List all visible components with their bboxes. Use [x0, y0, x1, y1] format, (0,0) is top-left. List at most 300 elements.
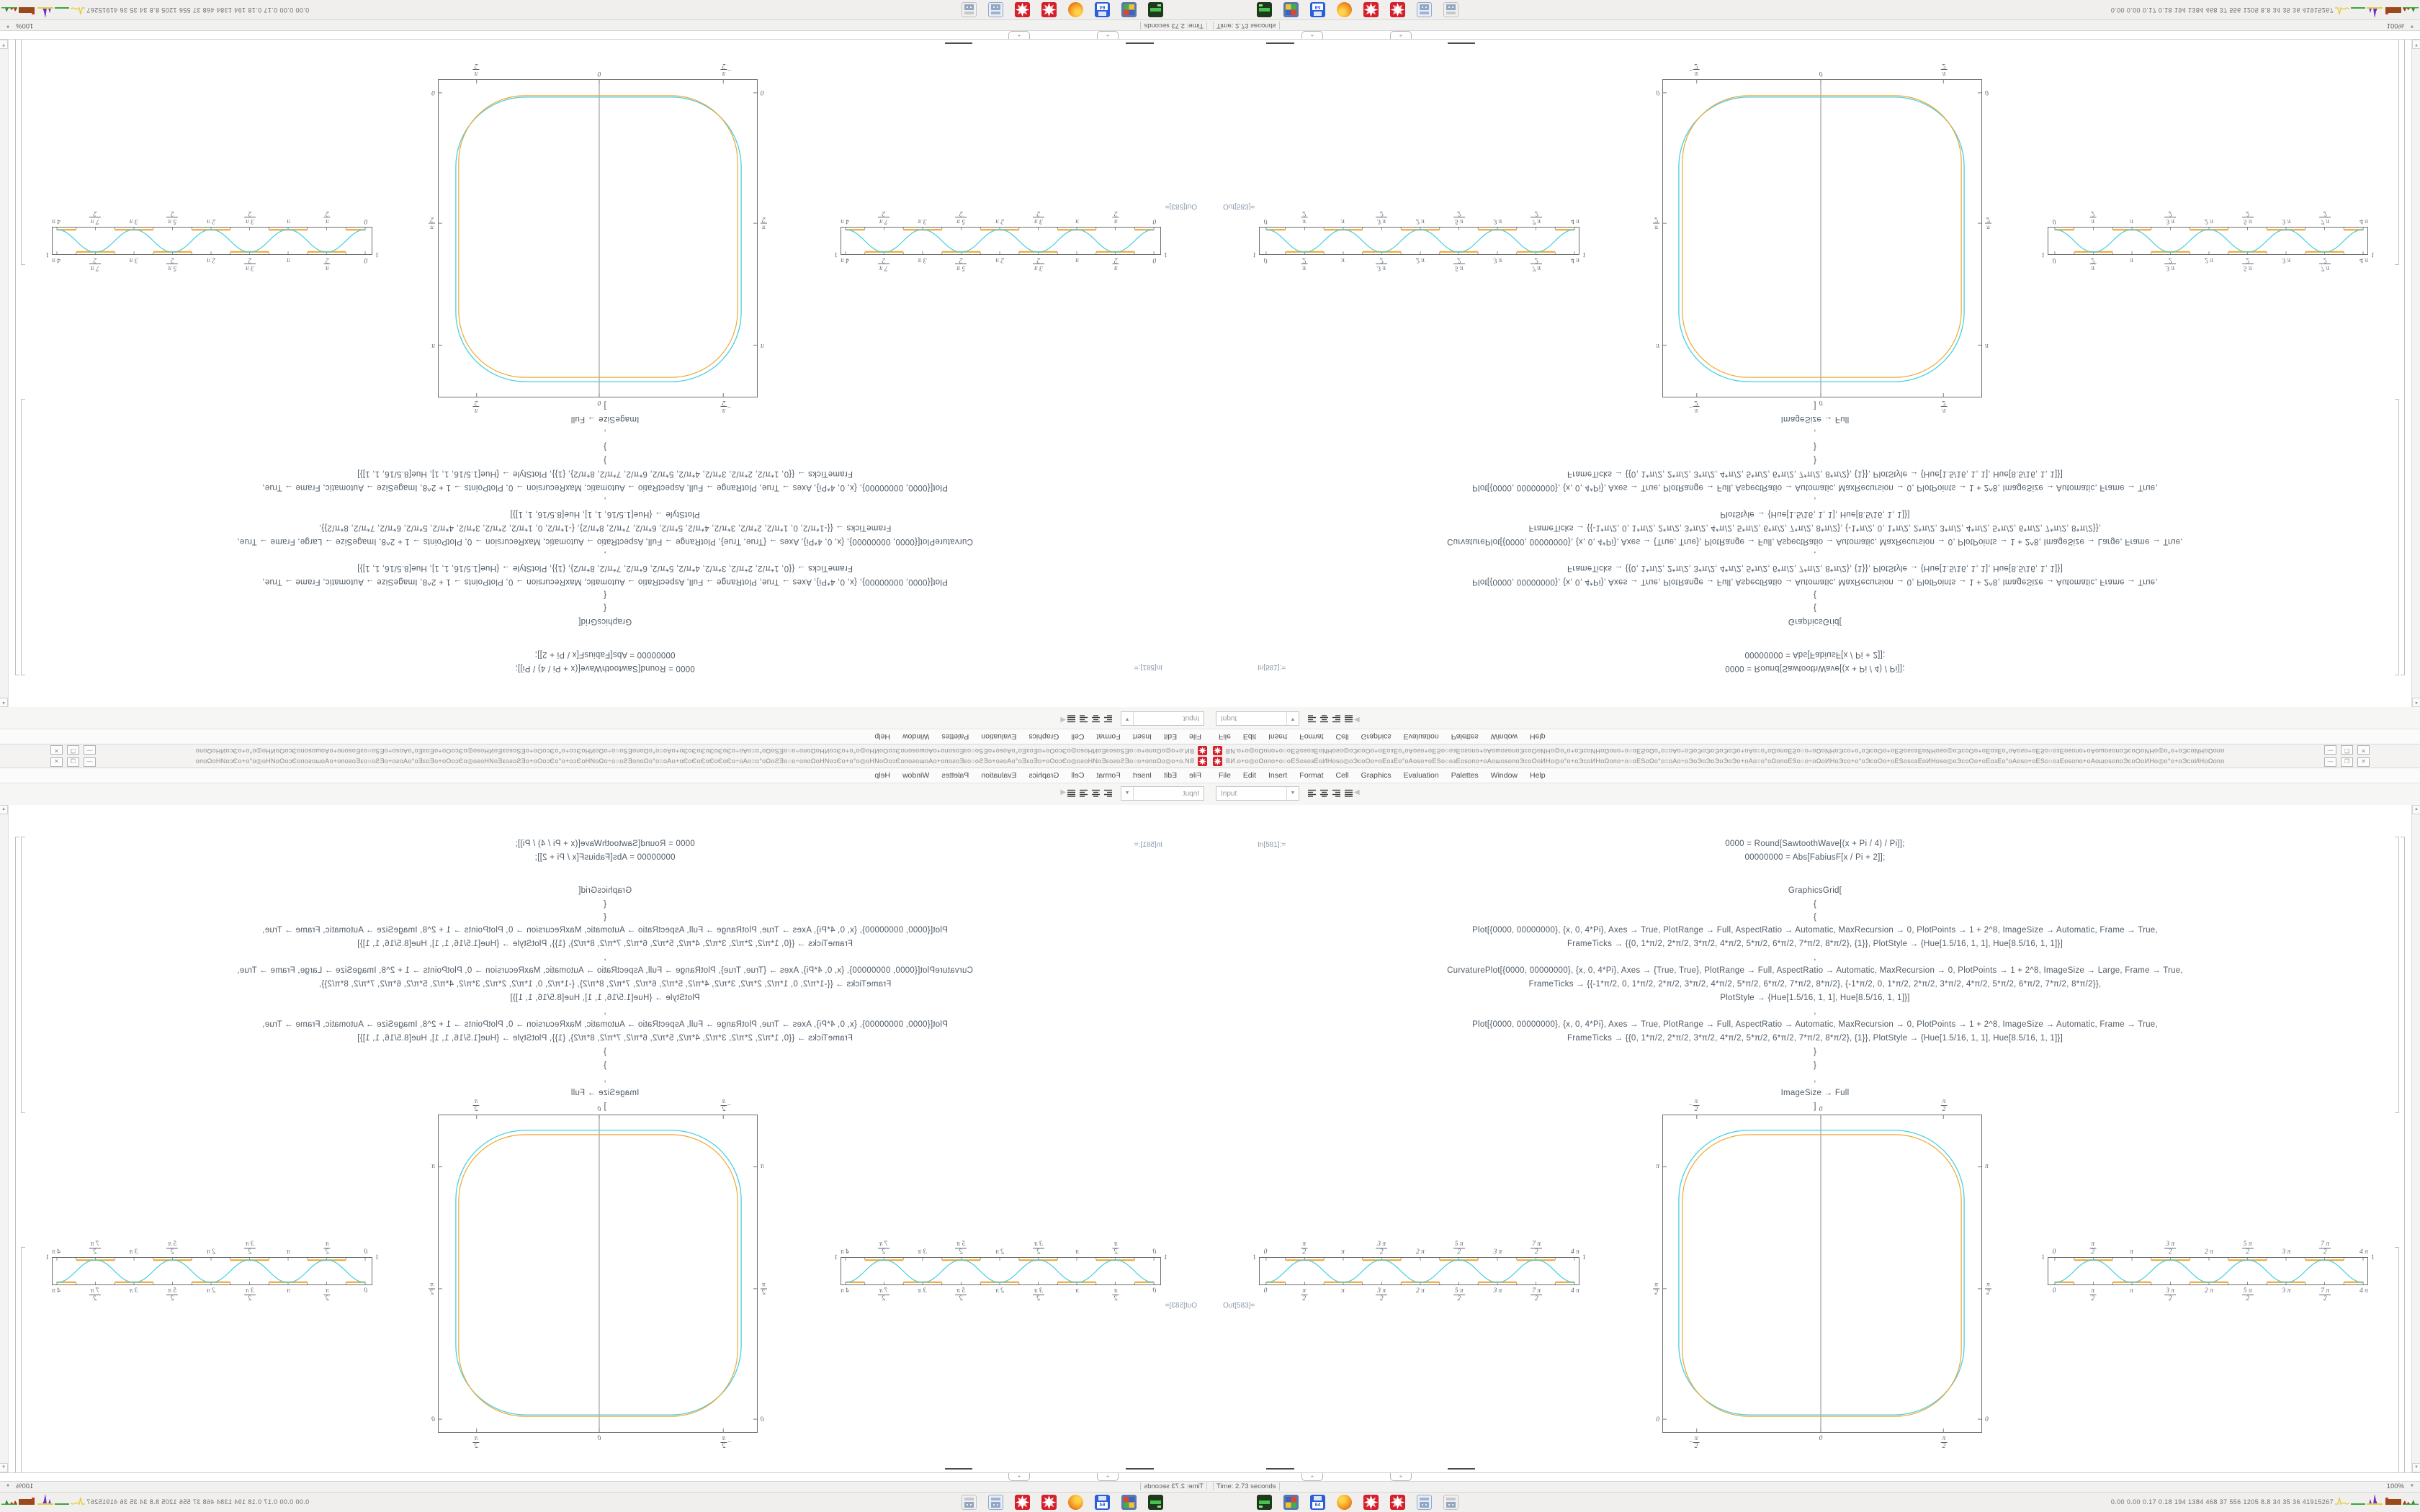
magnification-control[interactable]: 100%	[16, 22, 34, 30]
menu-evaluation[interactable]: Evaluation	[981, 732, 1017, 741]
align-center-button[interactable]	[1319, 787, 1329, 799]
taskbar-mathematica-icon[interactable]	[1041, 2, 1057, 17]
curvature-plot	[1654, 1098, 1990, 1450]
menu-insert[interactable]: Insert	[1268, 732, 1288, 741]
taskbar-calculator-icon[interactable]	[1417, 1495, 1432, 1510]
window-title-bar[interactable]	[0, 756, 1210, 768]
wave-y-tick-label: 1	[2041, 1254, 2045, 1261]
code-line: ImageSize → Full	[570, 1089, 640, 1097]
justify-button[interactable]	[1343, 787, 1353, 799]
scroll-up-icon[interactable]: ▲	[0, 698, 8, 707]
curvature-bottom-tick-labels: − π 2 0 π 2	[474, 62, 732, 77]
curvature-top-tick-labels: − π 2 0 π 2	[474, 399, 732, 414]
menu-evaluation[interactable]: Evaluation	[1403, 771, 1439, 780]
scroll-up-icon[interactable]: ▲	[2412, 805, 2420, 814]
code-line: PlotStyle → {Hue[1.5/16, 1, 1], Hue[8.5/16, 1, 1]}]	[510, 510, 700, 518]
back-arrow-icon[interactable]: ◀	[1060, 716, 1066, 724]
cell-insert-line	[945, 1468, 972, 1470]
align-right-button[interactable]	[1079, 713, 1089, 725]
restore-button[interactable]: ❐	[67, 745, 79, 755]
taskbar-firefox-icon[interactable]	[1068, 2, 1083, 17]
minimize-button[interactable]: —	[2324, 745, 2336, 755]
restore-button[interactable]: ❐	[2341, 745, 2353, 755]
curvature-plot-curves	[1663, 1115, 1981, 1432]
evaluation-time: Time: 2.73 seconds	[1140, 22, 1207, 30]
menu-palettes[interactable]: Palettes	[941, 771, 969, 780]
cell-insert-strip	[0, 30, 1210, 40]
wave-plot-curves	[1260, 1258, 1579, 1284]
magnification-control[interactable]: 100%	[16, 1482, 34, 1490]
taskbar-firefox-icon[interactable]	[1068, 1495, 1083, 1510]
code-line: FrameTicks → {{0, 1*π/2, 2*π/2, 3*π/2, 4*π/2, 5*π/2, 6*π/2, 7*π/2, 8*π/2}, {1}}, PlotStyle → {Hue[1.5/16, 1, 1], Hue[8.5/16, 1, 1]}]	[1567, 1034, 2063, 1043]
menu-window[interactable]: Window	[902, 771, 930, 780]
menu-help[interactable]: Help	[1530, 732, 1546, 741]
cell-style-dropdown[interactable]: Input ▼	[1121, 786, 1204, 801]
code-line: FrameTicks → {{0, 1*π/2, 2*π/2, 3*π/2, 4*π/2, 5*π/2, 6*π/2, 7*π/2, 8*π/2}, {1}}, PlotStyle → {Hue[1.5/16, 1, 1], Hue[8.5/16, 1, 1]}]	[357, 469, 853, 478]
code-line: ,	[1814, 1007, 1816, 1016]
taskbar-floppy-icon[interactable]: 64	[1095, 1495, 1110, 1510]
input-cell-label: In[581]:=	[1258, 841, 1286, 849]
wave-top-tick-labels: 0 π 2 π 3 π 2 2 π 5 π 2 3 π 7 π 2 4 π	[52, 256, 368, 271]
tray-yellow-graph	[2335, 4, 2349, 17]
wave-top-tick-labels: 0 π 2 π 3 π 2 2 π 5 π 2 3 π 7 π 2 4 π	[841, 256, 1157, 271]
wave-y-tick-label: 1	[1252, 1254, 1256, 1261]
taskbar-floppy-icon[interactable]: 64	[1310, 1495, 1325, 1510]
menu-edit[interactable]: Edit	[1242, 771, 1257, 780]
curvature-right-tick-labels: π $\frac{\pi}{2}$ 0	[430, 1163, 435, 1423]
taskbar-mathematica-icon[interactable]	[1390, 2, 1405, 17]
code-line: ImageSize → Full	[1780, 415, 1850, 423]
tray-green-graph	[55, 4, 69, 17]
menu-help[interactable]: Help	[874, 732, 890, 741]
align-left-button[interactable]	[1307, 713, 1317, 725]
insert-cell-plus-tab[interactable]: +	[1008, 1473, 1030, 1481]
insert-cell-plus-tab[interactable]: +	[1390, 1473, 1412, 1481]
menu-file[interactable]: File	[1219, 732, 1231, 741]
magnification-dropdown-icon[interactable]: ▼	[6, 1484, 10, 1488]
taskbar-mathematica-icon[interactable]	[1015, 1495, 1030, 1510]
code-line: {	[1813, 603, 1817, 612]
insert-cell-plus-tab[interactable]: +	[1390, 31, 1412, 39]
magnification-dropdown-icon[interactable]: ▼	[6, 24, 10, 28]
insert-cell-plus-tab[interactable]: +	[1008, 31, 1030, 39]
insert-cell-plus-tab[interactable]: +	[1301, 31, 1323, 39]
code-line: ,	[1814, 953, 1816, 962]
menu-evaluation[interactable]: Evaluation	[1403, 732, 1439, 741]
curvature-left-tick-labels: π $\frac{\pi}{2}$ 0	[761, 1163, 766, 1423]
wave-y-tick-label: 1	[1252, 251, 1256, 258]
align-right-button[interactable]	[1331, 787, 1341, 799]
menu-insert[interactable]: Insert	[1132, 732, 1152, 741]
notebook-content[interactable]	[0, 40, 1210, 707]
wave-bottom-tick-labels: 0 $\frac{\pi}{2}$ π $\frac{3 \pi}{2}$ 2 π $\frac{5 \pi}{2}$ 3 π $\frac{7 \pi}{2}$ 4 π	[52, 1287, 368, 1302]
code-line: ,	[1814, 550, 1816, 559]
justify-button[interactable]	[1067, 787, 1077, 799]
input-cell-label: In[581]:=	[1134, 663, 1162, 671]
taskbar-calculator-gray-icon[interactable]	[962, 2, 977, 17]
align-center-button[interactable]	[1319, 713, 1329, 725]
code-line: }	[603, 456, 607, 464]
taskbar-chip-icon[interactable]	[1283, 1495, 1299, 1510]
status-bar	[0, 19, 1210, 31]
wave-top-tick-labels: 0 $\frac{\pi}{2}$ π $\frac{3 \pi}{2}$ 2 π $\frac{5 \pi}{2}$ 3 π $\frac{7 \pi}{2}$ 4 π	[1263, 1241, 1579, 1256]
wave-plot-frame	[841, 227, 1161, 255]
menu-cell[interactable]: Cell	[1335, 771, 1349, 780]
curvature-right-tick-labels: π $\frac{\pi}{2}$ 0	[1985, 1163, 1990, 1423]
taskbar-chip-icon[interactable]	[1283, 2, 1299, 17]
menu-window[interactable]: Window	[1490, 732, 1518, 741]
menu-graphics[interactable]: Graphics	[1361, 732, 1392, 741]
menu-format[interactable]: Format	[1299, 771, 1324, 780]
cell-style-dropdown[interactable]: Input ▼	[1216, 711, 1299, 726]
system-monitor-stats: 0.00 0.00 0.17 0.18 194 1384 468 37 556 1205 8.8 34 35 36 41915267	[2110, 6, 2334, 14]
menu-edit[interactable]: Edit	[1242, 732, 1257, 741]
output-cell-label: Out[583]=	[1165, 1302, 1197, 1310]
taskbar-floppy-icon[interactable]: 64	[1095, 2, 1110, 17]
wave-plot-curves	[1260, 228, 1579, 254]
align-left-button[interactable]	[1307, 787, 1317, 799]
wave-y-tick-label: 1	[375, 251, 379, 258]
wave-y-tick-label: 1	[45, 251, 49, 258]
curvature-left-tick-labels: π π 2 0	[1654, 89, 1659, 349]
align-right-button[interactable]	[1079, 787, 1089, 799]
code-line: }	[603, 1048, 607, 1056]
quadrant-bottom-left	[0, 756, 1210, 1512]
wave-top-tick-labels: 0 $\frac{\pi}{2}$ π $\frac{3 \pi}{2}$ 2 π $\frac{5 \pi}{2}$ 3 π $\frac{7 \pi}{2}$ 4 π	[2052, 1241, 2368, 1256]
curvature-top-tick-labels: − π 2 0 π 2	[1688, 399, 1946, 414]
code-line: ,	[604, 953, 606, 962]
curvature-plot-curves	[439, 1115, 757, 1432]
wave-plot-frame	[52, 1257, 372, 1285]
curvature-plot-curves	[439, 80, 757, 397]
insert-cell-plus-tab[interactable]: +	[1097, 31, 1119, 39]
window-title-bar[interactable]	[0, 744, 1210, 756]
lower-half	[0, 756, 2420, 1512]
notebook-toolbar	[0, 706, 1210, 729]
menu-cell[interactable]: Cell	[1071, 732, 1085, 741]
curvature-plot-curves	[1663, 80, 1981, 397]
wave-plot-left	[1252, 210, 1586, 271]
menu-edit[interactable]: Edit	[1163, 771, 1178, 780]
close-button[interactable]: ✕	[2357, 745, 2370, 755]
close-button[interactable]: ✕	[50, 745, 63, 755]
mathematica-app-icon	[1213, 757, 1222, 766]
code-line: Plot[{0000, 00000000}, {x, 0, 4*Pi}, Axes → True, PlotRange → Full, AspectRatio → Automatic, MaxRecursion → 0, PlotPoints → 1 + 2^8, ImageSize → Automatic, Frame → True,	[1472, 577, 2158, 586]
taskbar-calculator-gray-icon[interactable]	[962, 1495, 977, 1510]
input-cell-bracket[interactable]	[21, 399, 25, 675]
curvature-right-tick-labels: π π 2 0	[1985, 89, 1990, 349]
menu-help[interactable]: Help	[874, 771, 890, 780]
code-line: FrameTicks → {{0, 1*π/2, 2*π/2, 3*π/2, 4*π/2, 5*π/2, 6*π/2, 7*π/2, 8*π/2}, {1}}, PlotStyle → {Hue[1.5/16, 1, 1], Hue[8.5/16, 1, 1]}]	[357, 1034, 853, 1043]
tray-yellow-graph	[71, 4, 85, 17]
magnification-control[interactable]: 100%	[2386, 1482, 2404, 1490]
wave-y-tick-label: 1	[1164, 1254, 1168, 1261]
status-bar	[0, 1481, 1210, 1493]
menu-insert[interactable]: Insert	[1132, 771, 1152, 780]
menu-cell[interactable]: Cell	[1071, 771, 1085, 780]
quadrant-top-left	[0, 0, 1210, 756]
tray-red-green-graph	[1, 4, 17, 17]
notebook-content[interactable]	[1210, 40, 2420, 707]
tray-green-graph	[2351, 4, 2365, 17]
taskbar-firefox-icon[interactable]	[1337, 2, 1352, 17]
code-line: {	[603, 590, 607, 599]
wave-plot-curves	[2048, 1258, 2367, 1284]
menu-format[interactable]: Format	[1096, 732, 1121, 741]
taskbar-chip-icon[interactable]	[1121, 2, 1137, 17]
taskbar-green-drive-icon[interactable]	[1148, 2, 1163, 17]
menu-file[interactable]: File	[1189, 771, 1201, 780]
magnification-control[interactable]: 100%	[2386, 22, 2404, 30]
code-line: FrameTicks → {{0, 1*π/2, 2*π/2, 3*π/2, 4*π/2, 5*π/2, 6*π/2, 7*π/2, 8*π/2}, {1}}, PlotStyle → {Hue[1.5/16, 1, 1], Hue[8.5/16, 1, 1]}]	[1567, 940, 2063, 948]
curvature-top-tick-labels: − π 2 0 $\frac{\pi}{2}$	[474, 1098, 732, 1113]
vertical-scrollbar[interactable]	[2411, 40, 2420, 707]
code-line: Plot[{0000, 00000000}, {x, 0, 4*Pi}, Axes → True, PlotRange → Full, AspectRatio → Automatic, MaxRecursion → 0, PlotPoints → 1 + 2^8, ImageSize → Automatic, Frame → True,	[262, 577, 948, 586]
quadrant-top-right	[1210, 0, 2420, 756]
menu-file[interactable]: File	[1219, 771, 1231, 780]
alignment-buttons	[1067, 787, 1113, 799]
mathematica-app-icon	[1213, 746, 1222, 755]
wave-plot-curves	[2048, 228, 2367, 254]
scroll-down-icon[interactable]: ▼	[2412, 1463, 2420, 1472]
tray-purple-graph	[2367, 1493, 2383, 1508]
window-title: ВИ.о+о◎оΩопо+о○оЕЅоѕозЕоИНоѕо◎оЭсоОо+оЕозЕо°оАоѕо+оЕЅо○озЕоѕопо+оАошоѕопоЭсоОоИНо◎о°о+оЭсоИНоΩопо÷о○оЕЅоΩо°о=оАо÷оЭоЭоЭоЭоЭоЭо+оАо=о°оΩопоЕЅо○о÷оΩоИНоЭсо+о°оЭсоОо+оЕЅоѕозЕоИНоѕо◎оЭсоОо+оЕозЕо°оАоѕо+оЕЅо○озЕоѕопо+оАошоѕопоЭсоОоИНо◎о°о+оЭсоИНоΩопо	[1226, 747, 2225, 755]
code-line: ]	[1814, 401, 1816, 410]
cell-group-bracket[interactable]	[2401, 40, 2405, 675]
code-line: {	[1813, 900, 1817, 909]
code-line: 0000 = Round[SawtoothWave[(x + Pi / 4) / Pi]];	[1725, 840, 1905, 848]
wave-y-tick-label: 1	[834, 1254, 838, 1261]
tray-red-green-graph	[1, 1495, 17, 1508]
code-line: CurvaturePlot[{0000, 00000000}, {x, 0, 4*Pi}, Axes → {True, True}, PlotRange → Full, AspectRatio → Automatic, MaxRecursion → 0, PlotPoints → 1 + 2^8, ImageSize → Large, Frame → True,	[1447, 966, 2183, 975]
menu-palettes[interactable]: Palettes	[941, 732, 969, 741]
tray-yellow-graph	[71, 1495, 85, 1508]
insert-cell-plus-tab[interactable]: +	[1301, 1473, 1323, 1481]
vertical-scrollbar[interactable]	[0, 40, 9, 707]
window-title: ВИ.о+о◎оΩопо+о○оЕЅоѕозЕоИНоѕо◎оЭсоОо+оЕозЕо°оАоѕо+оЕЅо○озЕоѕопо+оАошоѕопоЭсоОоИНо◎о°о+оЭсоИНоΩопо÷о○оЕЅоΩо°о=оАо÷оЭоЭоЭоЭоЭоЭо+оАо=о°оΩопоЕЅо○о÷оΩоИНоЭсо+о°оЭсоОо+оЕЅоѕозЕоИНоѕо◎оЭсоОо+оЕозЕо°оАоѕо+оЕЅо○озЕоѕопо+оАошоѕопоЭсоОоИНо◎о°о+оЭсоИНоΩопо	[195, 757, 1194, 765]
notebook-toolbar	[1210, 783, 2420, 806]
code-line: FrameTicks → {{-1*π/2, 0, 1*π/2, 2*π/2, 3*π/2, 4*π/2, 5*π/2, 6*π/2, 7*π/2, 8*π/2}, {-1*π/2, 0, 1*π/2, 2*π/2, 3*π/2, 4*π/2, 5*π/2, 6*π/2, 7*π/2, 8*π/2}},	[1528, 980, 2102, 989]
justify-button[interactable]	[1067, 713, 1077, 725]
window-title-bar[interactable]	[1210, 744, 2420, 756]
taskbar-green-drive-icon[interactable]	[1257, 1495, 1272, 1510]
taskbar-mathematica-icon[interactable]	[1390, 1495, 1405, 1510]
restore-button[interactable]: ❐	[2341, 757, 2353, 767]
wave-bottom-tick-labels: 0 π 2 π 3 π 2 2 π 5 π 2 3 π 7 π 2 4 π	[841, 210, 1157, 225]
cell-insert-line	[1448, 1468, 1475, 1470]
wave-plot-curves	[841, 1258, 1160, 1284]
taskbar-chip-icon[interactable]	[1121, 1495, 1137, 1510]
cell-insert-strip	[1210, 30, 2420, 40]
taskbar-green-drive-icon[interactable]	[1257, 2, 1272, 17]
code-line: ImageSize → Full	[1780, 1089, 1850, 1097]
code-line: }	[1813, 1048, 1817, 1056]
code-line: 00000000 = Abs[FabiusF[x / Pi + 2]];	[534, 650, 676, 659]
cell-style-dropdown[interactable]: Input ▼	[1216, 786, 1299, 801]
output-cell-bracket[interactable]	[21, 40, 25, 265]
tray-brown-graph	[19, 4, 35, 17]
scroll-down-icon[interactable]: ▼	[0, 40, 8, 49]
taskbar-mathematica-icon[interactable]	[1363, 2, 1379, 17]
vertical-scrollbar[interactable]	[0, 805, 9, 1472]
window-title-bar[interactable]	[1210, 756, 2420, 768]
wave-bottom-tick-labels: 0 $\frac{\pi}{2}$ π $\frac{3 \pi}{2}$ 2 π $\frac{5 \pi}{2}$ 3 π $\frac{7 \pi}{2}$ 4 π	[841, 1287, 1157, 1302]
input-cell-bracket[interactable]	[2395, 399, 2399, 675]
scroll-down-icon[interactable]: ▼	[2412, 40, 2420, 49]
menu-insert[interactable]: Insert	[1268, 771, 1288, 780]
align-center-button[interactable]	[1091, 787, 1101, 799]
code-line: PlotStyle → {Hue[1.5/16, 1, 1], Hue[8.5/16, 1, 1]}]	[1720, 510, 1910, 518]
cell-group-bracket[interactable]	[2401, 837, 2405, 1472]
code-line: ,	[1814, 428, 1816, 437]
menu-file[interactable]: File	[1189, 732, 1201, 741]
cell-style-dropdown[interactable]: Input ▼	[1121, 711, 1204, 726]
wave-y-tick-label: 1	[1164, 251, 1168, 258]
close-button[interactable]: ✕	[2357, 757, 2370, 767]
cell-group-bracket[interactable]	[15, 837, 19, 1472]
chevron-down-icon[interactable]: ▼	[1121, 712, 1134, 725]
code-line: CurvaturePlot[{0000, 00000000}, {x, 0, 4*Pi}, Axes → {True, True}, PlotRange → Full, AspectRatio → Automatic, MaxRecursion → 0, PlotPoints → 1 + 2^8, ImageSize → Large, Frame → True,	[237, 966, 973, 975]
justify-button[interactable]	[1343, 713, 1353, 725]
taskbar-calculator-icon[interactable]	[988, 1495, 1003, 1510]
code-line: }	[1813, 442, 1817, 451]
code-line: ]	[1814, 1102, 1816, 1111]
code-line: Plot[{0000, 00000000}, {x, 0, 4*Pi}, Axes → True, PlotRange → Full, AspectRatio → Automatic, MaxRecursion → 0, PlotPoints → 1 + 2^8, ImageSize → Automatic, Frame → True,	[1472, 483, 2158, 492]
code-line: ,	[1814, 496, 1816, 505]
taskbar-calculator-gray-icon[interactable]	[1443, 1495, 1458, 1510]
scroll-up-icon[interactable]: ▲	[0, 805, 8, 814]
status-bar	[1210, 19, 2420, 31]
back-arrow-icon[interactable]: ◀	[1354, 716, 1360, 724]
wave-plot-frame	[52, 227, 372, 255]
menu-format[interactable]: Format	[1299, 732, 1324, 741]
menu-graphics[interactable]: Graphics	[1028, 771, 1059, 780]
curvature-right-tick-labels: π π 2 0	[430, 89, 435, 349]
window-title: ВИ.о+о◎оΩопо+о○оЕЅоѕозЕоИНоѕо◎оЭсоОо+оЕозЕо°оАоѕо+оЕЅо○озЕоѕопо+оАошоѕопоЭсоОоИНо◎о°о+оЭсоИНоΩопо÷о○оЕЅоΩо°о=оАо÷оЭоЭоЭоЭоЭоЭо+оАо=о°оΩопоЕЅо○о÷оΩоИНоЭсо+о°оЭсоОо+оЕЅоѕозЕоИНоѕо◎оЭсоОо+оЕозЕо°оАоѕо+оЕЅо○озЕоѕопо+оАошоѕопоЭсоОоИНо◎о°о+оЭсоИНоΩопо	[195, 747, 1194, 755]
taskbar	[1210, 0, 2420, 20]
restore-button[interactable]: ❐	[67, 757, 79, 767]
input-cell-bracket[interactable]	[21, 837, 25, 1113]
menu-graphics[interactable]: Graphics	[1028, 732, 1059, 741]
output-cell-bracket[interactable]	[2395, 1247, 2399, 1472]
insert-cell-plus-tab[interactable]: +	[1097, 1473, 1119, 1481]
wave-top-tick-labels: 0 π 2 π 3 π 2 2 π 5 π 2 3 π 7 π 2 4 π	[1263, 256, 1579, 271]
scroll-down-icon[interactable]: ▼	[0, 1463, 8, 1472]
close-button[interactable]: ✕	[50, 757, 63, 767]
input-cell-label: In[581]:=	[1258, 663, 1286, 671]
wave-plot-left	[1252, 1241, 1586, 1302]
code-line: 0000 = Round[SawtoothWave[(x + Pi / 4) / Pi]];	[515, 664, 695, 672]
menu-format[interactable]: Format	[1096, 771, 1121, 780]
menu-palettes[interactable]: Palettes	[1451, 732, 1479, 741]
wave-y-tick-label: 1	[2041, 251, 2045, 258]
magnification-dropdown-icon[interactable]: ▼	[2410, 1484, 2414, 1488]
minimize-button[interactable]: —	[2324, 757, 2336, 767]
code-line: {	[603, 900, 607, 909]
notebook-content[interactable]	[1210, 805, 2420, 1472]
taskbar-mathematica-icon[interactable]	[1041, 1495, 1057, 1510]
cell-insert-line	[1266, 42, 1294, 44]
wave-plot-right	[45, 210, 379, 271]
window-title: ВИ.о+о◎оΩопо+о○оЕЅоѕозЕоИНоѕо◎оЭсоОо+оЕозЕо°оАоѕо+оЕЅо○озЕоѕопо+оАошоѕопоЭсоОоИНо◎о°о+оЭсоИНоΩопо÷о○оЕЅоΩо°о=оАо÷оЭоЭоЭоЭоЭоЭо+оАо=о°оΩопоЕЅо○о÷оΩоИНоЭсо+о°оЭсоОо+оЕЅоѕозЕоИНоѕо◎оЭсоОо+оЕозЕо°оАоѕо+оЕЅо○озЕоѕопо+оАошоѕопоЭсоОоИНо◎о°о+оЭсоИНоΩопо	[1226, 757, 2225, 765]
taskbar-green-drive-icon[interactable]	[1148, 1495, 1163, 1510]
menu-window[interactable]: Window	[1490, 771, 1518, 780]
code-line: FrameTicks → {{0, 1*π/2, 2*π/2, 3*π/2, 4*π/2, 5*π/2, 6*π/2, 7*π/2, 8*π/2}, {1}}, PlotStyle → {Hue[1.5/16, 1, 1], Hue[8.5/16, 1, 1]}]	[1567, 564, 2063, 572]
output-cell-bracket[interactable]	[21, 1247, 25, 1472]
align-right-button[interactable]	[1331, 713, 1341, 725]
magnification-dropdown-icon[interactable]: ▼	[2410, 24, 2414, 28]
menu-help[interactable]: Help	[1530, 771, 1546, 780]
taskbar-calculator-gray-icon[interactable]	[1443, 2, 1458, 17]
wave-plot-left	[834, 1241, 1168, 1302]
chevron-down-icon[interactable]: ▼	[1286, 787, 1299, 800]
input-cell-bracket[interactable]	[2395, 837, 2399, 1113]
taskbar-calculator-icon[interactable]	[1417, 2, 1432, 17]
vertical-scrollbar[interactable]	[2411, 805, 2420, 1472]
output-cell-label: Out[583]=	[1223, 202, 1255, 210]
output-cell-bracket[interactable]	[2395, 40, 2399, 265]
alignment-buttons	[1067, 713, 1113, 725]
cell-insert-line	[945, 42, 972, 44]
code-line: FrameTicks → {{0, 1*π/2, 2*π/2, 3*π/2, 4*π/2, 5*π/2, 6*π/2, 7*π/2, 8*π/2}, {1}}, PlotStyle → {Hue[1.5/16, 1, 1], Hue[8.5/16, 1, 1]}]	[357, 940, 853, 948]
menu-graphics[interactable]: Graphics	[1361, 771, 1392, 780]
wave-plot-frame	[2048, 227, 2368, 255]
chevron-down-icon[interactable]: ▼	[1121, 787, 1134, 800]
notebook-content[interactable]	[0, 805, 1210, 1472]
wave-plot-left	[834, 210, 1168, 271]
menu-window[interactable]: Window	[902, 732, 930, 741]
code-line: GraphicsGrid[	[1788, 617, 1842, 626]
back-arrow-icon[interactable]: ◀	[1060, 788, 1066, 796]
back-arrow-icon[interactable]: ◀	[1354, 788, 1360, 796]
cell-insert-line	[1448, 42, 1475, 44]
curvature-plot	[1654, 62, 1990, 414]
notebook-toolbar	[1210, 706, 2420, 729]
taskbar-calculator-icon[interactable]	[988, 2, 1003, 17]
system-monitor-stats: 0.00 0.00 0.17 0.18 194 1384 468 37 556 1205 8.8 34 35 36 41915267	[86, 6, 310, 14]
taskbar-mathematica-icon[interactable]	[1363, 1495, 1379, 1510]
scroll-up-icon[interactable]: ▲	[2412, 698, 2420, 707]
chevron-down-icon[interactable]: ▼	[1286, 712, 1299, 725]
align-center-button[interactable]	[1091, 713, 1101, 725]
minimize-button[interactable]: —	[84, 745, 96, 755]
align-left-button[interactable]	[1103, 713, 1113, 725]
code-line: FrameTicks → {{0, 1*π/2, 2*π/2, 3*π/2, 4*π/2, 5*π/2, 6*π/2, 7*π/2, 8*π/2}, {1}}, PlotStyle → {Hue[1.5/16, 1, 1], Hue[8.5/16, 1, 1]}]	[357, 564, 853, 572]
curvature-left-tick-labels: π $\frac{\pi}{2}$ 0	[1654, 1163, 1659, 1423]
menu-evaluation[interactable]: Evaluation	[981, 771, 1017, 780]
minimize-button[interactable]: —	[84, 757, 96, 767]
menu-edit[interactable]: Edit	[1163, 732, 1178, 741]
taskbar-floppy-icon[interactable]: 64	[1310, 2, 1325, 17]
menu-cell[interactable]: Cell	[1335, 732, 1349, 741]
tray-green-graph	[55, 1495, 69, 1508]
align-left-button[interactable]	[1103, 787, 1113, 799]
wave-bottom-tick-labels: 0 $\frac{\pi}{2}$ π $\frac{3 \pi}{2}$ 2 π $\frac{5 \pi}{2}$ 3 π $\frac{7 \pi}{2}$ 4 π	[2052, 1287, 2368, 1302]
menu-palettes[interactable]: Palettes	[1451, 771, 1479, 780]
tray-brown-graph	[2385, 1495, 2401, 1508]
code-line: }	[603, 442, 607, 451]
code-line: ,	[604, 1007, 606, 1016]
notebook-toolbar	[0, 783, 1210, 806]
taskbar-firefox-icon[interactable]	[1337, 1495, 1352, 1510]
tray-yellow-graph	[2335, 1495, 2349, 1508]
cell-group-bracket[interactable]	[15, 40, 19, 675]
wave-plot-right	[45, 1241, 379, 1302]
taskbar-mathematica-icon[interactable]	[1015, 2, 1030, 17]
code-line: Plot[{0000, 00000000}, {x, 0, 4*Pi}, Axes → True, PlotRange → Full, AspectRatio → Automatic, MaxRecursion → 0, PlotPoints → 1 + 2^8, ImageSize → Automatic, Frame → True,	[262, 1020, 948, 1029]
code-line: FrameTicks → {{-1*π/2, 0, 1*π/2, 2*π/2, 3*π/2, 4*π/2, 5*π/2, 6*π/2, 7*π/2, 8*π/2}, {-1*π/2, 0, 1*π/2, 2*π/2, 3*π/2, 4*π/2, 5*π/2, 6*π/2, 7*π/2, 8*π/2}},	[318, 980, 892, 989]
code-line: CurvaturePlot[{0000, 00000000}, {x, 0, 4*Pi}, Axes → {True, True}, PlotRange → Full, AspectRatio → Automatic, MaxRecursion → 0, PlotPoints → 1 + 2^8, ImageSize → Large, Frame → True,	[1447, 537, 2183, 546]
